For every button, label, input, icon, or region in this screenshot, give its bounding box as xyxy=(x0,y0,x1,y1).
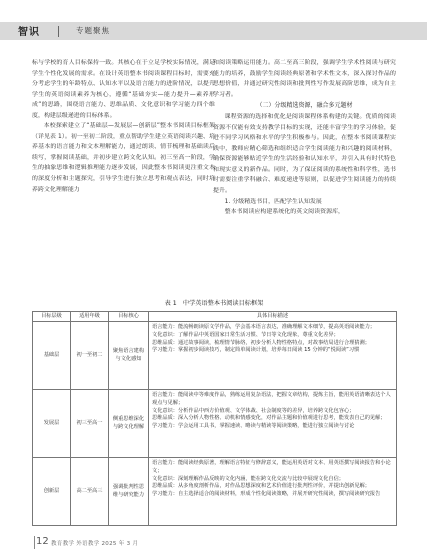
description-cell xyxy=(149,322,397,390)
description-line: 思维品质：从多角度剖析作品，对作品思想深度和艺术价值进行批判性评价，并提出创新见解； xyxy=(152,483,370,490)
grade-cell: 高二至高三 xyxy=(71,458,109,526)
description-line: 文化意识：分析作品中西方价值观、文学体裁、社会制度等的差异，培养跨文化包容心； xyxy=(152,407,355,414)
footer-bar xyxy=(34,536,35,549)
table-row xyxy=(33,390,397,458)
table-header-row xyxy=(33,312,397,322)
column-header: 具体目标描述 xyxy=(149,312,397,322)
left-column xyxy=(32,58,215,280)
header-divider xyxy=(58,26,59,37)
goal-framework-table xyxy=(32,311,397,526)
page-number: 12 xyxy=(36,536,49,547)
body-paragraph: 整本书阅读应构建系统化的英文阅读资源库， xyxy=(224,209,345,216)
core-cell: 强调批判性思维与研究能力 xyxy=(109,458,149,526)
numbered-subheading: 1. 分级精选书目，匹配学生认知发展 xyxy=(224,198,322,205)
core-cell: 聚焦语言建构与文化感知 xyxy=(109,322,149,390)
description-line: 学习能力：学会运用工具书，掌握速读、略读与精读等阅读策略，能进行独立阅读与讨论 xyxy=(152,423,355,430)
header-band xyxy=(0,22,427,40)
table-row xyxy=(33,458,397,526)
level-cell: 基础层 xyxy=(33,322,71,390)
column-header: 适用年级 xyxy=(71,312,109,322)
description-line: 文化意识：深刻理解作品反映的文化内涵，能在跨文化交流与比较中展现文化自信； xyxy=(152,475,344,482)
column-header: 目标核心 xyxy=(109,312,149,322)
body-paragraph: 标与学校的育人目标保持一致。其核心在于立足学校实际情况，满足学生个性化发展的需求。在设计英语整本书阅读课程目标时，需要充分考虑学生的年龄特点、认知水平以及语言能力的进阶情况，以提升学生的英语阅读素养为核心，遵循“基础夯实—能力提升—素养形成”的思路，围绕语言能力、思维品质、文化意识和学习能力四个维度，构建层级递进的目标体系。 xyxy=(32,60,215,119)
column-header: 目标层级 xyxy=(33,312,71,322)
description-line: 语言能力：能流畅朗读原文学作品，学会基本语言表达，准确理解文本细节，提高英语阅读能力； xyxy=(152,324,376,330)
grade-cell: 初三至高一 xyxy=(71,390,109,458)
description-line: 思维品质：通过故事阅读，梳理情节脉络，初步分析人物性格特点，对故事结局进行合理猜测； xyxy=(152,339,370,346)
header-logo: 智识 xyxy=(18,27,40,38)
body-paragraph: 课程资源的选择和优化是阅读课程体系构建的关键。优质的阅读资源不仅能有效支持教学目标的实现，还能丰富学生的学习体验，促进不同学习风格和水平的学生积极参与。因此，在整本书阅读课程实践中，教师应精心筛选和组织适合学生阅读能力和兴趣的阅读材料，确保资源能够贴近学生的生活经验和认知水平，并引入具有时代特色和现实意义的新作品。同时，为了保证阅读的系统性和科学性，选书时需要注重学科融合、难度递进等原则，以促进学生阅读能力的持续提升。 xyxy=(213,114,396,195)
description-line: 语言能力：能阅读经典原著，理解语言特征与修辞意义，能运用英语对文本、用英语撰写阅读报告和小论文； xyxy=(152,460,391,474)
description-line: 思维品质：深入分析人物性格、动机和情感变化，对作品主题和价值观进行思考，能发表自己的见解； xyxy=(152,415,386,422)
core-cell: 侧重思维深化与跨文化理解 xyxy=(109,390,149,458)
description-line: 文化意识：了解作品中英语国家日常生活习惯、节日等文化现象，尊重文化差异； xyxy=(152,331,339,338)
table-row xyxy=(33,322,397,390)
description-cell xyxy=(149,458,397,526)
grade-cell: 初一至初二 xyxy=(71,322,109,390)
right-column xyxy=(213,58,396,280)
description-cell xyxy=(149,390,397,458)
body-paragraph: 和阅读策略运用能力。高二至高三阶段，强调学生学术性阅读与研究能力的培养，鼓励学生阅读经典原著和学术性文本，深入探讨作品的思想价值，并通过研究性阅读和批判性写作发展高阶思维，成为自主学习者。 xyxy=(213,60,396,98)
table-title: 表 1 中学英语整本书阅读目标框架 xyxy=(164,300,264,307)
header-section-title: 专题聚焦 xyxy=(76,26,110,35)
page-header xyxy=(0,0,427,44)
page-footer xyxy=(0,532,427,556)
section-subheading: （二）分级精选资源，融合多元题材 xyxy=(256,102,353,110)
description-line: 语言能力：能阅读中等难度作品，熟练运用复杂语法，把握文章结构，提炼主旨，能用英语清晰表达个人观点与见解； xyxy=(152,392,391,406)
description-line: 学习能力：自主选择适合的阅读材料，形成个性化阅读策略，并展开研究性阅读，撰写阅读研究报告 xyxy=(152,491,381,498)
level-cell: 发展层 xyxy=(33,390,71,458)
footer-brand: 教育教学 外语教学 2025 年 3 月 xyxy=(51,541,139,547)
description-line: 学习能力：掌握初步阅读技巧，制定简单阅读计划，培养每日阅读 15 分钟的“悦阅读”习惯 xyxy=(152,347,360,354)
level-cell: 创新层 xyxy=(33,458,71,526)
body-paragraph: 本校探索建立了“基础层—发展层—创新层”整本书阅读目标框架（详见表 1）。初一至初二阶段，重点帮助学生建立英语阅读兴趣、培养基本的语言能力和文本理解能力，通过朗读、情节梳理和基础读后续写，掌握阅读基础，并初步建立跨文化认知。初三至高一阶段，学生的抽象思维和逻辑推理能力逐步发展，因此整本书阅读更注重文本的深度分析和主题探究，引导学生进行独立思考和观点表达，同时培养跨文化理解能力 xyxy=(32,123,215,193)
